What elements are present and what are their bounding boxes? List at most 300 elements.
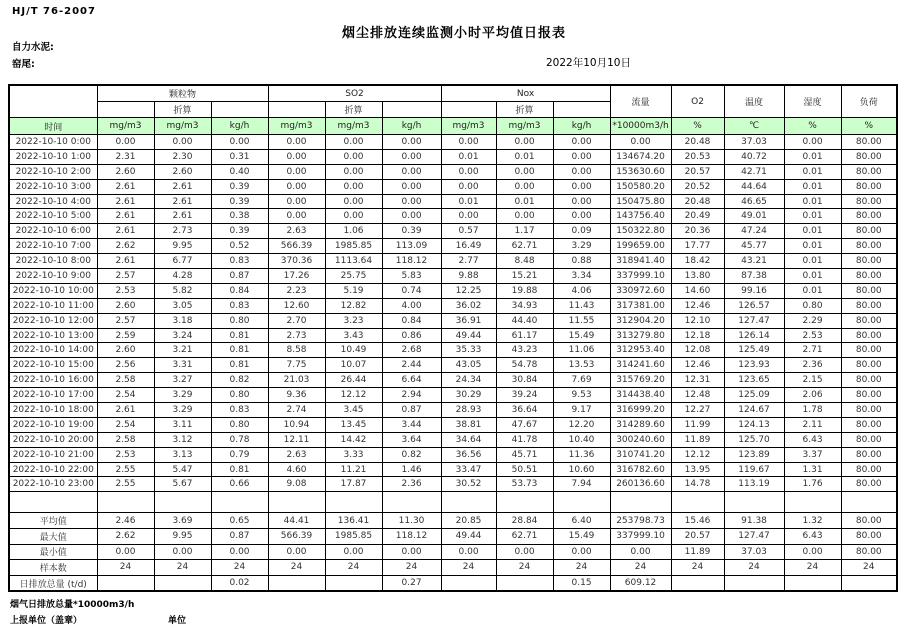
value-cell: 0.00 — [553, 179, 610, 194]
value-cell: 2.30 — [154, 149, 211, 164]
value-cell: 0.00 — [784, 544, 841, 560]
unit-header: mg/m3 — [325, 118, 382, 135]
value-cell: 2.29 — [784, 313, 841, 328]
value-cell: 13.95 — [671, 462, 724, 477]
time-cell: 2022-10-10 0:00 — [9, 135, 97, 150]
value-cell: 0.00 — [553, 194, 610, 209]
table-row — [9, 164, 897, 179]
value-cell: 3.33 — [325, 447, 382, 462]
value-cell: 11.36 — [553, 447, 610, 462]
value-cell: 24 — [724, 560, 784, 576]
unit-header: mg/m3 — [268, 118, 325, 135]
value-cell — [724, 492, 784, 513]
value-cell: 0.57 — [441, 224, 496, 239]
value-cell: 18.42 — [671, 254, 724, 269]
value-cell: 0.01 — [784, 269, 841, 284]
value-cell: 10.07 — [325, 358, 382, 373]
subheader-blank — [211, 102, 268, 118]
value-cell: 21.03 — [268, 373, 325, 388]
value-cell: 3.64 — [382, 432, 441, 447]
value-cell: 3.05 — [154, 298, 211, 313]
value-cell: 12.46 — [671, 358, 724, 373]
value-cell: 80.00 — [841, 254, 897, 269]
value-cell: 0.00 — [268, 179, 325, 194]
value-cell: 0.83 — [211, 254, 268, 269]
value-cell: 2.94 — [382, 388, 441, 403]
value-cell: 566.39 — [268, 239, 325, 254]
value-cell: 40.72 — [724, 149, 784, 164]
value-cell: 24 — [610, 560, 671, 576]
value-cell: 5.83 — [382, 269, 441, 284]
value-cell: 12.12 — [325, 388, 382, 403]
value-cell: 87.38 — [724, 269, 784, 284]
value-cell: 16.49 — [441, 239, 496, 254]
value-cell: 12.31 — [671, 373, 724, 388]
value-cell: 312953.40 — [610, 343, 671, 358]
value-cell: 9.08 — [268, 477, 325, 492]
value-cell: 125.49 — [724, 343, 784, 358]
value-cell: 3.37 — [784, 447, 841, 462]
value-cell: 0.00 — [325, 135, 382, 150]
value-cell: 0.66 — [211, 477, 268, 492]
value-cell: 337999.10 — [610, 528, 671, 544]
value-cell: 6.77 — [154, 254, 211, 269]
value-cell — [97, 575, 154, 591]
summary-label-cell: 日排放总量 (t/d) — [9, 575, 97, 591]
table-row — [9, 328, 897, 343]
value-cell: 80.00 — [841, 239, 897, 254]
value-cell: 9.88 — [441, 269, 496, 284]
value-cell: 91.38 — [724, 513, 784, 529]
time-cell: 2022-10-10 3:00 — [9, 179, 97, 194]
value-cell: 0.00 — [268, 209, 325, 224]
table-header — [9, 85, 897, 135]
value-cell — [496, 575, 553, 591]
time-cell: 2022-10-10 20:00 — [9, 432, 97, 447]
subheader-blank — [553, 102, 610, 118]
value-cell — [671, 575, 724, 591]
value-cell: 11.55 — [553, 313, 610, 328]
value-cell: 12.48 — [671, 388, 724, 403]
value-cell: 35.33 — [441, 343, 496, 358]
value-cell: 80.00 — [841, 432, 897, 447]
value-cell: 0.01 — [784, 194, 841, 209]
value-cell: 316999.20 — [610, 403, 671, 418]
value-cell: 14.42 — [325, 432, 382, 447]
value-cell: 4.00 — [382, 298, 441, 313]
value-cell: 80.00 — [841, 179, 897, 194]
subheader-blank — [441, 102, 496, 118]
value-cell: 0.00 — [553, 164, 610, 179]
table-row — [9, 269, 897, 284]
value-cell: 33.47 — [441, 462, 496, 477]
value-cell: 0.00 — [268, 135, 325, 150]
summary-label-cell: 样本数 — [9, 560, 97, 576]
value-cell: 41.78 — [496, 432, 553, 447]
value-cell: 37.03 — [724, 135, 784, 150]
value-cell: 126.14 — [724, 328, 784, 343]
value-cell: 0.00 — [610, 135, 671, 150]
value-cell: 150322.80 — [610, 224, 671, 239]
value-cell: 2.06 — [784, 388, 841, 403]
table-row — [9, 544, 897, 560]
value-cell: 0.87 — [211, 528, 268, 544]
value-cell: 315769.20 — [610, 373, 671, 388]
value-cell: 28.84 — [496, 513, 553, 529]
value-cell: 0.00 — [553, 209, 610, 224]
subheader-blank — [97, 102, 154, 118]
value-cell: 11.99 — [671, 417, 724, 432]
value-cell: 2.73 — [154, 224, 211, 239]
table-row — [9, 417, 897, 432]
value-cell: 0.01 — [784, 239, 841, 254]
time-cell: 2022-10-10 9:00 — [9, 269, 97, 284]
value-cell: 4.28 — [154, 269, 211, 284]
value-cell: 0.00 — [553, 135, 610, 150]
value-cell: 34.64 — [441, 432, 496, 447]
value-cell: 36.91 — [441, 313, 496, 328]
time-cell: 2022-10-10 7:00 — [9, 239, 97, 254]
table-row — [9, 492, 897, 513]
value-cell: 13.45 — [325, 417, 382, 432]
value-cell: 10.40 — [553, 432, 610, 447]
value-cell: 0.00 — [382, 164, 441, 179]
value-cell: 124.13 — [724, 417, 784, 432]
value-cell: 37.03 — [724, 544, 784, 560]
value-cell: 13.80 — [671, 269, 724, 284]
value-cell: 0.80 — [784, 298, 841, 313]
value-cell: 17.26 — [268, 269, 325, 284]
value-cell: 150475.80 — [610, 194, 671, 209]
time-cell: 2022-10-10 13:00 — [9, 328, 97, 343]
value-cell: 36.56 — [441, 447, 496, 462]
value-cell: 0.00 — [382, 544, 441, 560]
value-cell: 11.21 — [325, 462, 382, 477]
value-cell: 126.57 — [724, 298, 784, 313]
value-cell: 80.00 — [841, 164, 897, 179]
value-cell: 24 — [841, 560, 897, 576]
value-cell: 0.00 — [268, 194, 325, 209]
table-row — [9, 373, 897, 388]
value-cell: 0.09 — [553, 224, 610, 239]
value-cell: 3.29 — [154, 403, 211, 418]
monitor-point-name: 窑尾: — [12, 59, 35, 70]
value-cell: 0.39 — [211, 179, 268, 194]
value-cell: 20.57 — [671, 164, 724, 179]
unit-header: % — [841, 118, 897, 135]
value-cell: 0.65 — [211, 513, 268, 529]
subheader-blank — [268, 102, 325, 118]
value-cell: 0.81 — [211, 462, 268, 477]
value-cell: 62.71 — [496, 239, 553, 254]
value-cell: 143756.40 — [610, 209, 671, 224]
value-cell: 316782.60 — [610, 462, 671, 477]
value-cell: 3.31 — [154, 358, 211, 373]
value-cell: 47.24 — [724, 224, 784, 239]
value-cell: 45.77 — [724, 239, 784, 254]
value-cell: 12.82 — [325, 298, 382, 313]
value-cell: 30.29 — [441, 388, 496, 403]
value-cell: 2.73 — [268, 328, 325, 343]
value-cell: 0.27 — [382, 575, 441, 591]
value-cell: 2.59 — [97, 328, 154, 343]
value-cell: 0.80 — [211, 313, 268, 328]
value-cell: 0.01 — [784, 179, 841, 194]
value-cell: 2.61 — [97, 209, 154, 224]
value-cell — [441, 492, 496, 513]
value-cell: 0.00 — [553, 544, 610, 560]
value-cell: 0.01 — [784, 283, 841, 298]
value-cell: 12.12 — [671, 447, 724, 462]
summary-label-cell: 平均值 — [9, 513, 97, 529]
value-cell: 3.24 — [154, 328, 211, 343]
value-cell: 0.00 — [610, 544, 671, 560]
value-cell: 118.12 — [382, 254, 441, 269]
value-cell: 44.40 — [496, 313, 553, 328]
subheader-blank — [382, 102, 441, 118]
value-cell: 14.60 — [671, 283, 724, 298]
value-cell: 1985.85 — [325, 239, 382, 254]
value-cell — [154, 492, 211, 513]
time-cell: 2022-10-10 17:00 — [9, 388, 97, 403]
unit-header: kg/h — [211, 118, 268, 135]
value-cell: 80.00 — [841, 544, 897, 560]
time-cell: 2022-10-10 16:00 — [9, 373, 97, 388]
value-cell: 0.38 — [211, 209, 268, 224]
value-cell: 6.43 — [784, 432, 841, 447]
value-cell: 7.94 — [553, 477, 610, 492]
table-row — [9, 447, 897, 462]
value-cell: 12.20 — [553, 417, 610, 432]
value-cell: 2.60 — [97, 298, 154, 313]
value-cell: 49.44 — [441, 528, 496, 544]
value-cell: 0.83 — [211, 298, 268, 313]
value-cell: 20.48 — [671, 194, 724, 209]
value-cell — [211, 492, 268, 513]
value-cell: 609.12 — [610, 575, 671, 591]
value-cell: 12.18 — [671, 328, 724, 343]
spacer-cell — [9, 492, 97, 513]
value-cell: 26.44 — [325, 373, 382, 388]
value-cell — [610, 492, 671, 513]
value-cell: 125.70 — [724, 432, 784, 447]
value-cell: 150580.20 — [610, 179, 671, 194]
value-cell: 123.89 — [724, 447, 784, 462]
value-cell: 2.62 — [97, 528, 154, 544]
value-cell: 0.78 — [211, 432, 268, 447]
value-cell: 0.00 — [784, 135, 841, 150]
value-cell: 0.01 — [784, 149, 841, 164]
value-cell: 314438.40 — [610, 388, 671, 403]
value-cell: 80.00 — [841, 447, 897, 462]
table-row — [9, 149, 897, 164]
unit-label: 单位 — [168, 616, 187, 626]
value-cell: 127.47 — [724, 313, 784, 328]
time-cell: 2022-10-10 12:00 — [9, 313, 97, 328]
value-cell: 2.11 — [784, 417, 841, 432]
value-cell: 6.43 — [784, 528, 841, 544]
value-cell: 3.23 — [325, 313, 382, 328]
table-row — [9, 432, 897, 447]
value-cell: 12.08 — [671, 343, 724, 358]
value-cell: 14.78 — [671, 477, 724, 492]
value-cell: 0.83 — [211, 403, 268, 418]
value-cell: 20.57 — [671, 528, 724, 544]
value-cell: 80.00 — [841, 388, 897, 403]
value-cell: 0.00 — [382, 149, 441, 164]
value-cell: 1113.64 — [325, 254, 382, 269]
value-cell: 24 — [154, 560, 211, 576]
value-cell: 2.68 — [382, 343, 441, 358]
value-cell — [268, 575, 325, 591]
value-cell: 0.00 — [553, 149, 610, 164]
value-cell: 53.73 — [496, 477, 553, 492]
value-cell: 36.64 — [496, 403, 553, 418]
value-cell: 12.10 — [671, 313, 724, 328]
unit-header: mg/m3 — [496, 118, 553, 135]
value-cell: 9.17 — [553, 403, 610, 418]
value-cell: 1.32 — [784, 513, 841, 529]
value-cell: 7.69 — [553, 373, 610, 388]
value-cell: 0.00 — [97, 135, 154, 150]
value-cell: 119.67 — [724, 462, 784, 477]
unit-header: mg/m3 — [441, 118, 496, 135]
time-cell: 2022-10-10 15:00 — [9, 358, 97, 373]
value-cell: 300240.60 — [610, 432, 671, 447]
time-cell: 2022-10-10 14:00 — [9, 343, 97, 358]
value-cell: 2.36 — [784, 358, 841, 373]
value-cell: 3.29 — [154, 388, 211, 403]
value-cell: 24 — [211, 560, 268, 576]
value-cell: 127.47 — [724, 528, 784, 544]
value-cell: 0.01 — [784, 254, 841, 269]
value-cell: 99.16 — [724, 283, 784, 298]
value-cell: 20.52 — [671, 179, 724, 194]
value-cell: 43.05 — [441, 358, 496, 373]
value-cell: 2.70 — [268, 313, 325, 328]
value-cell: 80.00 — [841, 528, 897, 544]
value-cell: 17.77 — [671, 239, 724, 254]
table-row — [9, 560, 897, 576]
value-cell: 2.54 — [97, 388, 154, 403]
value-cell — [97, 492, 154, 513]
table-row — [9, 209, 897, 224]
time-cell: 2022-10-10 19:00 — [9, 417, 97, 432]
value-cell: 0.00 — [496, 179, 553, 194]
time-cell: 2022-10-10 1:00 — [9, 149, 97, 164]
value-cell: 0.01 — [784, 224, 841, 239]
value-cell: 0.00 — [325, 164, 382, 179]
value-cell: 3.21 — [154, 343, 211, 358]
value-cell: 566.39 — [268, 528, 325, 544]
value-cell: 0.40 — [211, 164, 268, 179]
time-cell: 2022-10-10 6:00 — [9, 224, 97, 239]
group-header-flow: 流量 — [610, 85, 671, 118]
value-cell: 3.34 — [553, 269, 610, 284]
table-row — [9, 283, 897, 298]
value-cell: 17.87 — [325, 477, 382, 492]
value-cell: 2.61 — [97, 194, 154, 209]
value-cell: 2.74 — [268, 403, 325, 418]
value-cell: 0.81 — [211, 328, 268, 343]
value-cell: 2.55 — [97, 477, 154, 492]
value-cell: 24 — [382, 560, 441, 576]
report-date: 2022年10月10日 — [546, 57, 631, 69]
value-cell: 0.00 — [211, 544, 268, 560]
value-cell: 12.60 — [268, 298, 325, 313]
value-cell: 199659.00 — [610, 239, 671, 254]
value-cell: 3.18 — [154, 313, 211, 328]
value-cell: 1985.85 — [325, 528, 382, 544]
value-cell: 49.01 — [724, 209, 784, 224]
flue-gas-total-label: 烟气日排放总量*10000m3/h — [10, 600, 135, 610]
value-cell: 24 — [553, 560, 610, 576]
value-cell: 6.64 — [382, 373, 441, 388]
value-cell: 34.93 — [496, 298, 553, 313]
value-cell: 113.09 — [382, 239, 441, 254]
value-cell: 80.00 — [841, 194, 897, 209]
table-row — [9, 575, 897, 591]
value-cell: 80.00 — [841, 358, 897, 373]
subheader-converted-nox: 折算 — [496, 102, 553, 118]
time-cell: 2022-10-10 18:00 — [9, 403, 97, 418]
value-cell: 153630.60 — [610, 164, 671, 179]
value-cell: 0.00 — [325, 179, 382, 194]
value-cell: 2.61 — [97, 403, 154, 418]
value-cell: 0.00 — [496, 544, 553, 560]
time-column-header: 时间 — [9, 118, 97, 135]
value-cell — [325, 492, 382, 513]
value-cell: 0.00 — [496, 164, 553, 179]
value-cell: 80.00 — [841, 313, 897, 328]
value-cell: 3.43 — [325, 328, 382, 343]
value-cell — [784, 575, 841, 591]
time-header-blank-cell — [9, 85, 97, 118]
value-cell: 0.00 — [325, 544, 382, 560]
value-cell: 0.01 — [784, 164, 841, 179]
unit-header: kg/h — [553, 118, 610, 135]
value-cell: 80.00 — [841, 298, 897, 313]
value-cell: 12.46 — [671, 298, 724, 313]
value-cell: 2.63 — [268, 447, 325, 462]
value-cell: 0.52 — [211, 239, 268, 254]
table-row — [9, 298, 897, 313]
value-cell: 6.40 — [553, 513, 610, 529]
value-cell: 3.12 — [154, 432, 211, 447]
group-header-o2: O2 — [671, 85, 724, 118]
value-cell: 20.48 — [671, 135, 724, 150]
table-row — [9, 358, 897, 373]
value-cell — [382, 492, 441, 513]
value-cell: 12.11 — [268, 432, 325, 447]
table-body — [9, 135, 897, 592]
value-cell: 2.60 — [97, 343, 154, 358]
value-cell: 43.23 — [496, 343, 553, 358]
value-cell — [441, 575, 496, 591]
value-cell: 260136.60 — [610, 477, 671, 492]
value-cell: 0.00 — [441, 179, 496, 194]
time-cell: 2022-10-10 21:00 — [9, 447, 97, 462]
value-cell: 10.60 — [553, 462, 610, 477]
value-cell: 80.00 — [841, 373, 897, 388]
value-cell: 0.00 — [154, 544, 211, 560]
table-row — [9, 194, 897, 209]
summary-label-cell: 最大值 — [9, 528, 97, 544]
value-cell: 0.00 — [325, 149, 382, 164]
value-cell: 2.56 — [97, 358, 154, 373]
value-cell: 2.71 — [784, 343, 841, 358]
value-cell: 0.79 — [211, 447, 268, 462]
